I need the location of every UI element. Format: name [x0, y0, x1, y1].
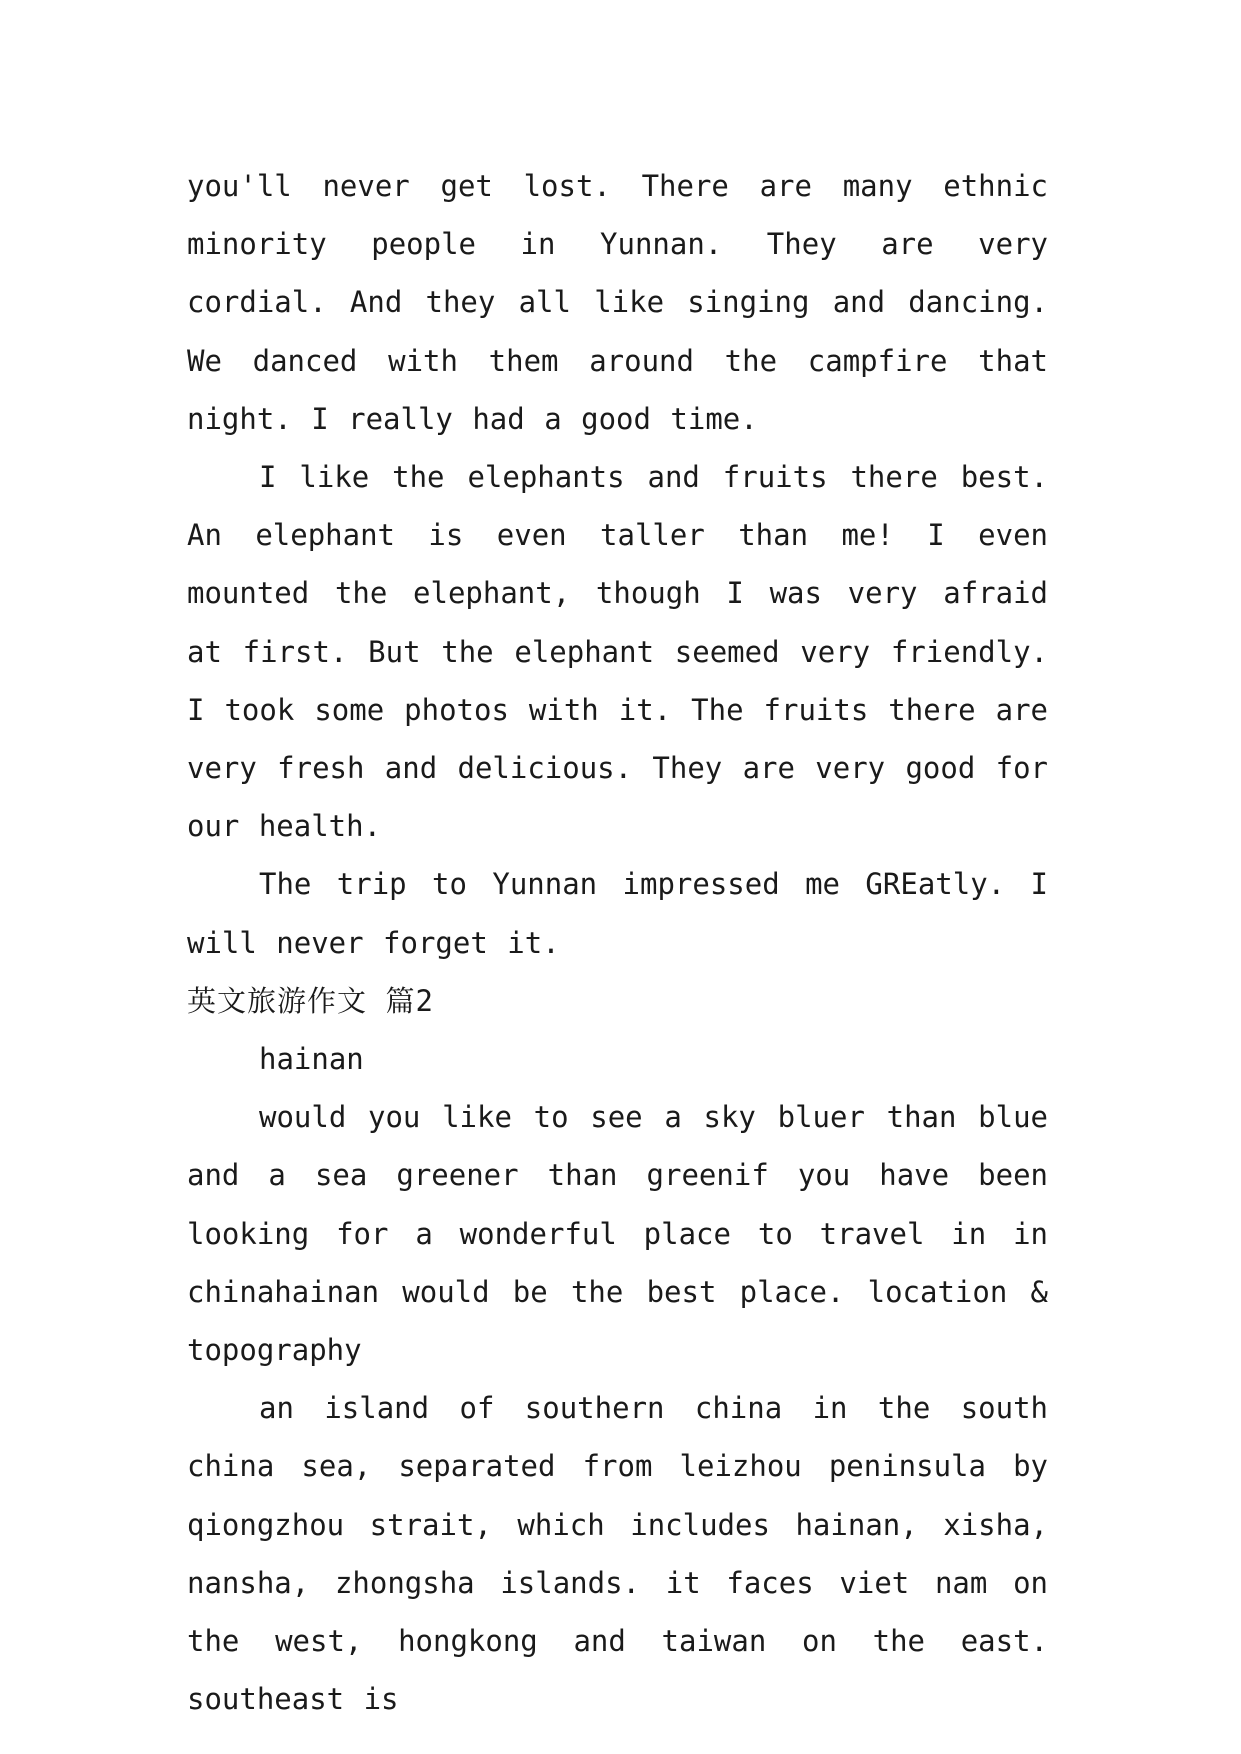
paragraph-elephants-fruits: I like the elephants and fruits there best. An elephant is even taller than me! I even mounted the elephant, though I was very afraid at first. But the elephant seemed very friendly. I took some photos with it. The fruits there are very fresh and delicious. They are very good for our health. [187, 460, 1048, 844]
paragraph-trip-conclusion: The trip to Yunnan impressed me GREatly. I will never forget it. [187, 867, 1048, 960]
paragraph-hainan-location: an island of southern china in the south china sea, separated from leizhou peninsula by qiongzhou strait, which includes hainan, xisha, nansha, zhongsha islands. it faces viet nam on the west, hongkong and taiwan on the east. southeast is [187, 1391, 1048, 1717]
document-page [187, 157, 1048, 1728]
essay-heading: 英文旅游作文 篇2 [187, 983, 434, 1018]
paragraph-hainan-title: hainan [259, 1042, 364, 1077]
paragraph-hainan-intro: would you like to see a sky bluer than blue and a sea greener than greenif you have been looking for a wonderful place to travel in in chinahainan would be the best place. location & topography [187, 1100, 1048, 1368]
paragraph-yunnan-people: you'll never get lost. There are many ethnic minority people in Yunnan. They are very cordial. And they all like singing and dancing. We danced with them around the campfire that night. I really had a good time. [187, 169, 1048, 436]
